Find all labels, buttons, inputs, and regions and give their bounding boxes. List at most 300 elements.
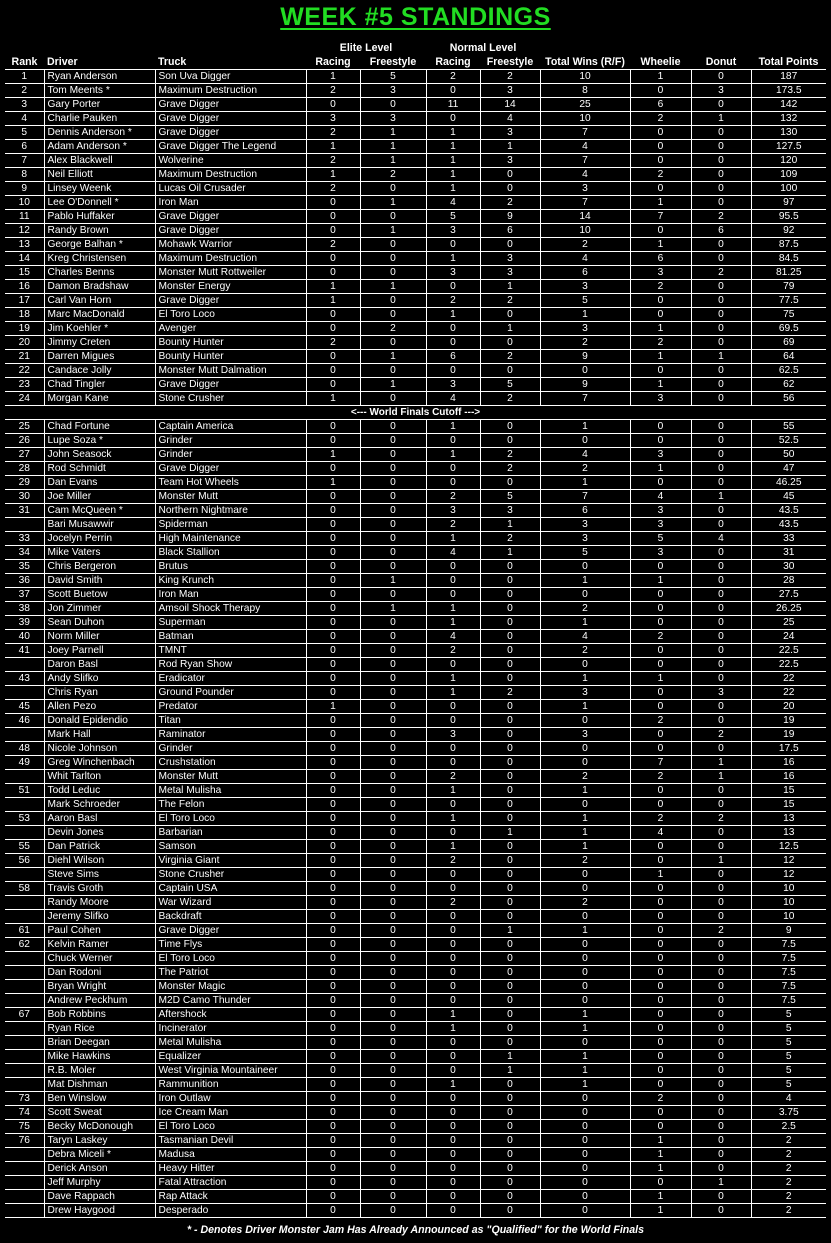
cell-rank: 13 [5,238,44,252]
cell-normal-freestyle: 1 [480,1064,540,1078]
cell-driver: Morgan Kane [44,392,155,406]
cell-driver: Pablo Huffaker [44,210,155,224]
cell-donut: 0 [691,280,751,294]
cell-elite-freestyle: 0 [360,784,426,798]
cell-total-wins: 0 [540,756,630,770]
cell-rank [5,1204,44,1218]
table-row [5,238,826,252]
cell-total-wins: 3 [540,728,630,742]
cell-total-points: 97 [751,196,826,210]
cell-driver: Bari Musawwir [44,518,155,532]
cell-elite-freestyle: 0 [360,1008,426,1022]
cell-driver: Diehl Wilson [44,854,155,868]
table-row [5,658,826,672]
cell-wheelie: 2 [630,112,691,126]
cell-driver: Kelvin Ramer [44,938,155,952]
cell-elite-racing: 0 [306,1022,360,1036]
cell-truck: Team Hot Wheels [155,476,306,490]
cell-total-points: 120 [751,154,826,168]
cell-donut: 0 [691,1148,751,1162]
cell-elite-racing: 0 [306,588,360,602]
cell-total-wins: 10 [540,112,630,126]
cell-elite-racing: 0 [306,266,360,280]
cell-driver: Devin Jones [44,826,155,840]
cell-donut: 1 [691,350,751,364]
cell-truck: Monster Mutt [155,490,306,504]
cell-wheelie: 0 [630,910,691,924]
cell-normal-racing: 1 [426,420,480,434]
cell-rank: 23 [5,378,44,392]
cell-total-points: 52.5 [751,434,826,448]
table-row [5,812,826,826]
cell-truck: Maximum Destruction [155,84,306,98]
cell-normal-freestyle: 0 [480,182,540,196]
cell-total-points: 130 [751,126,826,140]
cell-rank: 76 [5,1134,44,1148]
cell-elite-racing: 0 [306,546,360,560]
cell-elite-racing: 0 [306,504,360,518]
cell-donut: 0 [691,1078,751,1092]
cell-normal-racing: 2 [426,770,480,784]
cell-donut: 0 [691,952,751,966]
cell-donut: 0 [691,1190,751,1204]
cell-elite-freestyle: 0 [360,420,426,434]
table-row [5,826,826,840]
cell-elite-freestyle: 0 [360,826,426,840]
table-row [5,84,826,98]
cell-total-wins: 0 [540,1106,630,1120]
cell-wheelie: 0 [630,980,691,994]
cell-total-wins: 1 [540,700,630,714]
cell-normal-racing: 4 [426,196,480,210]
cell-donut: 0 [691,182,751,196]
cell-wheelie: 0 [630,854,691,868]
cell-total-points: 10 [751,882,826,896]
table-row [5,1162,826,1176]
cell-donut: 0 [691,476,751,490]
cell-truck: El Toro Loco [155,812,306,826]
cell-wheelie: 0 [630,686,691,700]
cell-donut: 0 [691,994,751,1008]
cell-driver: George Balhan * [44,238,155,252]
cell-elite-racing: 0 [306,308,360,322]
cell-donut: 0 [691,322,751,336]
cell-truck: Captain USA [155,882,306,896]
cell-rank: 18 [5,308,44,322]
cell-total-wins: 3 [540,518,630,532]
cell-normal-racing: 1 [426,812,480,826]
cell-total-wins: 0 [540,1120,630,1134]
cell-elite-racing: 0 [306,560,360,574]
cell-normal-racing: 2 [426,518,480,532]
cell-driver: Becky McDonough [44,1120,155,1134]
cell-elite-racing: 0 [306,1106,360,1120]
cell-elite-racing: 0 [306,532,360,546]
table-row [5,308,826,322]
cell-total-wins: 7 [540,126,630,140]
cell-elite-freestyle: 0 [360,700,426,714]
cell-wheelie: 0 [630,420,691,434]
cell-normal-racing: 2 [426,644,480,658]
cell-normal-racing: 1 [426,308,480,322]
table-row [5,462,826,476]
cell-total-points: 95.5 [751,210,826,224]
cell-normal-freestyle: 0 [480,420,540,434]
cell-truck: Superman [155,616,306,630]
table-row [5,420,826,434]
cell-truck: Northern Nightmare [155,504,306,518]
table-row [5,112,826,126]
cell-elite-racing: 0 [306,784,360,798]
cell-elite-freestyle: 0 [360,588,426,602]
cell-driver: Carl Van Horn [44,294,155,308]
cell-total-points: 142 [751,98,826,112]
table-row [5,364,826,378]
cell-driver: Todd Leduc [44,784,155,798]
cell-total-wins: 0 [540,868,630,882]
table-row [5,378,826,392]
cell-donut: 0 [691,672,751,686]
table-row [5,1204,826,1218]
cell-donut: 1 [691,756,751,770]
cell-elite-racing: 0 [306,350,360,364]
cell-normal-freestyle: 0 [480,1176,540,1190]
cell-total-wins: 0 [540,658,630,672]
cell-total-wins: 0 [540,1204,630,1218]
cell-normal-freestyle: 0 [480,868,540,882]
cell-truck: Grave Digger [155,378,306,392]
cell-normal-freestyle: 0 [480,966,540,980]
cell-wheelie: 0 [630,434,691,448]
cell-total-wins: 14 [540,210,630,224]
cell-driver: Daron Basl [44,658,155,672]
cell-wheelie: 5 [630,532,691,546]
page-title: WEEK #5 STANDINGS [280,3,551,31]
cell-truck: Black Stallion [155,546,306,560]
cell-normal-racing: 3 [426,378,480,392]
cell-elite-racing: 1 [306,280,360,294]
table-row [5,714,826,728]
cell-elite-racing: 0 [306,378,360,392]
cell-rank [5,966,44,980]
cell-wheelie: 2 [630,714,691,728]
cell-total-wins: 9 [540,350,630,364]
cell-truck: Titan [155,714,306,728]
cell-donut: 3 [691,84,751,98]
cell-rank: 40 [5,630,44,644]
cell-donut: 0 [691,294,751,308]
cell-rank: 55 [5,840,44,854]
cell-rank [5,686,44,700]
cell-driver: Charlie Pauken [44,112,155,126]
cell-driver: Jimmy Creten [44,336,155,350]
cell-total-wins: 2 [540,770,630,784]
cell-total-points: 87.5 [751,238,826,252]
cell-wheelie: 3 [630,518,691,532]
cell-normal-racing: 0 [426,1162,480,1176]
cell-total-points: 75 [751,308,826,322]
cell-wheelie: 1 [630,1162,691,1176]
cell-wheelie: 0 [630,1120,691,1134]
cell-driver: Scott Buetow [44,588,155,602]
cell-total-wins: 0 [540,1162,630,1176]
cell-elite-racing: 2 [306,238,360,252]
cell-driver: Tom Meents * [44,84,155,98]
cell-total-points: 19 [751,714,826,728]
cell-elite-freestyle: 1 [360,378,426,392]
cell-wheelie: 6 [630,98,691,112]
cell-driver: Jeremy Slifko [44,910,155,924]
table-row [5,938,826,952]
cell-total-points: 62 [751,378,826,392]
cell-total-wins: 0 [540,994,630,1008]
cell-total-points: 55 [751,420,826,434]
cell-normal-racing: 1 [426,182,480,196]
cell-rank: 8 [5,168,44,182]
cell-normal-racing: 3 [426,224,480,238]
standings-top-rows [5,70,826,406]
cell-total-points: 127.5 [751,140,826,154]
cell-normal-racing: 0 [426,1148,480,1162]
cell-donut: 2 [691,924,751,938]
cell-total-wins: 0 [540,938,630,952]
cell-donut: 0 [691,1092,751,1106]
table-row [5,854,826,868]
cell-normal-racing: 0 [426,826,480,840]
cell-normal-racing: 0 [426,1050,480,1064]
table-row [5,210,826,224]
cell-total-wins: 1 [540,1050,630,1064]
cell-elite-racing: 0 [306,364,360,378]
cell-elite-freestyle: 0 [360,462,426,476]
cell-elite-racing: 2 [306,84,360,98]
cell-normal-racing: 0 [426,980,480,994]
cell-elite-racing: 2 [306,182,360,196]
table-row [5,70,826,84]
cell-normal-racing: 0 [426,1176,480,1190]
table-row [5,630,826,644]
cell-wheelie: 6 [630,252,691,266]
cell-total-points: 22.5 [751,658,826,672]
cell-normal-racing: 1 [426,840,480,854]
table-row [5,966,826,980]
cell-elite-freestyle: 0 [360,1190,426,1204]
cell-truck: Monster Mutt Rottweiler [155,266,306,280]
cell-normal-racing: 0 [426,476,480,490]
table-row [5,336,826,350]
cell-total-points: 2 [751,1148,826,1162]
cell-normal-racing: 3 [426,266,480,280]
cell-elite-freestyle: 0 [360,1022,426,1036]
cell-normal-racing: 4 [426,630,480,644]
cell-total-points: 19 [751,728,826,742]
cell-donut: 0 [691,168,751,182]
cell-total-points: 15 [751,784,826,798]
cell-donut: 0 [691,1036,751,1050]
cell-total-points: 13 [751,826,826,840]
cell-normal-racing: 0 [426,588,480,602]
cell-rank: 45 [5,700,44,714]
cell-rank: 58 [5,882,44,896]
cell-normal-racing: 0 [426,434,480,448]
cell-normal-freestyle: 0 [480,994,540,1008]
cell-total-points: 2 [751,1190,826,1204]
cell-driver: Ben Winslow [44,1092,155,1106]
cell-normal-racing: 0 [426,574,480,588]
cell-rank: 17 [5,294,44,308]
cell-rank: 11 [5,210,44,224]
cell-rank: 33 [5,532,44,546]
cell-donut: 0 [691,420,751,434]
cell-donut: 0 [691,504,751,518]
cell-total-wins: 1 [540,1064,630,1078]
cell-normal-freestyle: 2 [480,196,540,210]
cell-normal-freestyle: 3 [480,252,540,266]
cell-total-wins: 3 [540,532,630,546]
table-row [5,98,826,112]
cell-elite-racing: 0 [306,770,360,784]
cell-truck: TMNT [155,644,306,658]
cell-wheelie: 0 [630,560,691,574]
cell-total-points: 16 [751,756,826,770]
cell-driver: Jim Koehler * [44,322,155,336]
table-row [5,686,826,700]
table-row [5,1148,826,1162]
cell-truck: Stone Crusher [155,392,306,406]
cell-normal-racing: 2 [426,854,480,868]
cell-total-wins: 0 [540,1148,630,1162]
cell-normal-racing: 0 [426,280,480,294]
table-row [5,140,826,154]
cell-rank: 74 [5,1106,44,1120]
cell-driver: Darren Migues [44,350,155,364]
cell-wheelie: 0 [630,658,691,672]
table-row [5,1190,826,1204]
cell-total-wins: 1 [540,672,630,686]
cell-rank [5,1036,44,1050]
cell-elite-freestyle: 0 [360,518,426,532]
cell-elite-racing: 0 [306,1050,360,1064]
cell-wheelie: 0 [630,728,691,742]
cell-wheelie: 3 [630,266,691,280]
cell-elite-racing: 0 [306,518,360,532]
cell-truck: Samson [155,840,306,854]
table-row [5,728,826,742]
cell-donut: 0 [691,980,751,994]
cell-total-points: 2 [751,1204,826,1218]
cell-total-wins: 10 [540,70,630,84]
cell-elite-freestyle: 0 [360,1036,426,1050]
cell-driver: Alex Blackwell [44,154,155,168]
cell-total-wins: 0 [540,364,630,378]
cell-normal-racing: 0 [426,112,480,126]
cell-rank [5,1148,44,1162]
cell-wheelie: 0 [630,784,691,798]
cell-normal-racing: 1 [426,252,480,266]
cell-truck: Monster Energy [155,280,306,294]
cell-driver: Steve Sims [44,868,155,882]
cell-donut: 0 [691,1008,751,1022]
cell-total-points: 2.5 [751,1120,826,1134]
cell-normal-freestyle: 2 [480,462,540,476]
cell-elite-freestyle: 0 [360,672,426,686]
cell-truck: Grave Digger [155,224,306,238]
cell-normal-racing: 1 [426,126,480,140]
cell-truck: Raminator [155,728,306,742]
cell-elite-racing: 0 [306,1036,360,1050]
cell-normal-racing: 1 [426,784,480,798]
cell-elite-racing: 0 [306,252,360,266]
cell-total-points: 47 [751,462,826,476]
cell-normal-freestyle: 5 [480,490,540,504]
cell-total-points: 7.5 [751,938,826,952]
cell-truck: King Krunch [155,574,306,588]
table-row [5,434,826,448]
cell-elite-freestyle: 0 [360,966,426,980]
cell-rank: 15 [5,266,44,280]
cell-donut: 0 [691,252,751,266]
cell-donut: 2 [691,812,751,826]
cell-donut: 0 [691,1022,751,1036]
cell-elite-freestyle: 0 [360,448,426,462]
cell-normal-racing: 0 [426,1064,480,1078]
cell-normal-freestyle: 0 [480,1092,540,1106]
cell-rank: 36 [5,574,44,588]
cell-normal-freestyle: 0 [480,630,540,644]
cell-normal-freestyle: 0 [480,168,540,182]
cell-driver: Aaron Basl [44,812,155,826]
cell-elite-freestyle: 0 [360,1204,426,1218]
cell-elite-freestyle: 0 [360,686,426,700]
cell-elite-racing: 1 [306,700,360,714]
cell-total-points: 5 [751,1078,826,1092]
cell-total-points: 81.25 [751,266,826,280]
table-row [5,490,826,504]
cell-elite-racing: 1 [306,294,360,308]
cell-total-wins: 0 [540,882,630,896]
cell-elite-freestyle: 1 [360,280,426,294]
cell-driver: Nicole Johnson [44,742,155,756]
cell-total-points: 5 [751,1050,826,1064]
table-row [5,672,826,686]
cell-total-points: 10 [751,910,826,924]
cell-normal-freestyle: 0 [480,812,540,826]
cell-elite-freestyle: 0 [360,182,426,196]
cell-truck: M2D Camo Thunder [155,994,306,1008]
cell-elite-racing: 1 [306,392,360,406]
cell-normal-freestyle: 3 [480,84,540,98]
cell-normal-freestyle: 3 [480,504,540,518]
cell-rank [5,798,44,812]
table-row [5,518,826,532]
cell-normal-racing: 0 [426,658,480,672]
cell-truck: Grinder [155,742,306,756]
cell-normal-racing: 2 [426,70,480,84]
cell-wheelie: 0 [630,1176,691,1190]
cell-truck: Brutus [155,560,306,574]
table-row [5,392,826,406]
cell-driver: Norm Miller [44,630,155,644]
cell-elite-racing: 0 [306,616,360,630]
cell-elite-racing: 1 [306,476,360,490]
cell-total-points: 7.5 [751,980,826,994]
cell-total-wins: 0 [540,1092,630,1106]
table-row [5,448,826,462]
cell-donut: 2 [691,728,751,742]
cell-normal-freestyle: 0 [480,798,540,812]
cell-donut: 0 [691,98,751,112]
cell-rank: 41 [5,644,44,658]
